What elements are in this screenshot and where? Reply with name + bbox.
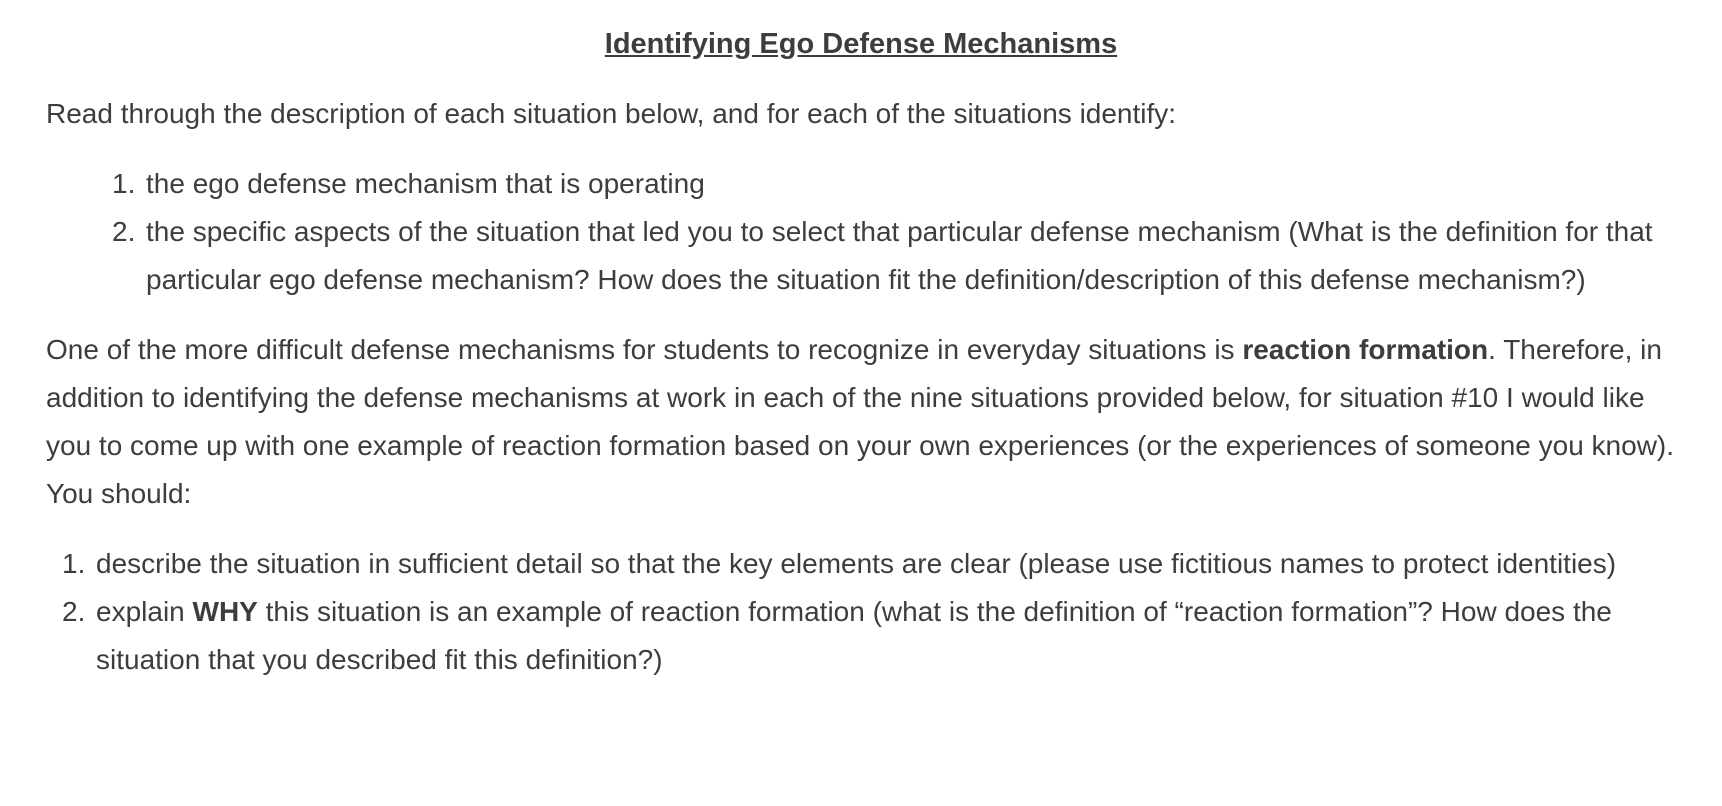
list-item — [112, 208, 1676, 304]
list-item-text: the specific aspects of the situation that led you to select that particular defense mechanism (What is the definition for that particular ego defense mechanism? How does the situation fit the definition/description of this defense mechanism?) — [146, 216, 1653, 295]
list-item-text: explain — [96, 596, 193, 627]
reaction-formation-paragraph — [46, 326, 1676, 518]
list-number: 1. — [62, 548, 86, 579]
list-number: 1. — [112, 168, 136, 199]
list-item-text: describe the situation in sufficient detail so that the key elements are clear (please use fictitious names to protect identities) — [96, 548, 1617, 579]
paragraph-text: One of the more difficult defense mechanisms for students to recognize in everyday situations is — [46, 334, 1243, 365]
document-title: Identifying Ego Defense Mechanisms — [604, 28, 1118, 60]
list-item — [112, 160, 1676, 208]
intro-paragraph: Read through the description of each situation below, and for each of the situations identify: — [46, 98, 1177, 129]
paragraph-text: . Therefore, in addition to identifying the defense mechanisms at work in each of the nine situations provided below, for situation #10 I would like you to come up with one example of reaction formation based on your own experiences (or the experiences of someone you know). You should: — [46, 334, 1675, 509]
list-item-text: this situation is an example of reaction formation (what is the definition of “reaction formation”? How does the situation that you described fit this definition?) — [96, 596, 1612, 675]
bold-emphasis: WHY — [192, 596, 258, 627]
list-item — [62, 588, 1676, 684]
list-item-text: the ego defense mechanism that is operating — [146, 168, 705, 199]
list-number: 2. — [62, 596, 86, 627]
should-list — [62, 540, 1676, 684]
identify-list — [112, 160, 1676, 304]
bold-term: reaction formation — [1242, 334, 1489, 365]
list-item — [62, 540, 1676, 588]
list-number: 2. — [112, 216, 136, 247]
